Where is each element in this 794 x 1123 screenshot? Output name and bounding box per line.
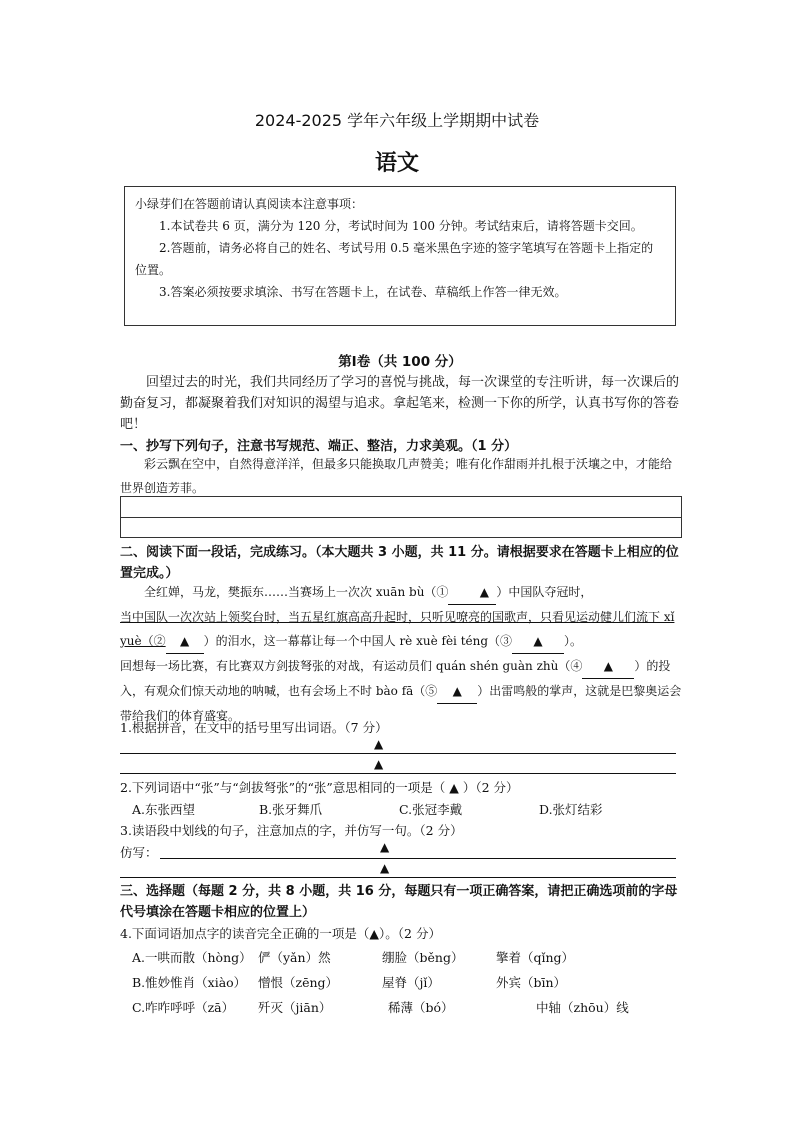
option-row-b[interactable] [132,973,596,991]
option-d[interactable]: D.张灯结彩 [539,802,603,817]
part1-title: 第Ⅰ卷（共 100 分） [338,354,462,370]
q3-title: 三、选择题（每题 2 分，共 8 小题，共 16 分，每题只有一项正确答案，请把正确选项前的字母代号填涂在答题卡相应的位置上） [120,884,678,920]
blank-3[interactable]: ▲ [512,629,564,654]
option-a-item: 俨（yǎn）然 [258,950,331,965]
blank-1[interactable]: ▲ [448,580,496,605]
blank-5[interactable]: ▲ [437,679,477,704]
option-c-item: C.咋咋呼呼（zā） [132,1000,235,1015]
answer-line-2[interactable] [120,772,676,774]
underlined-sentence: 当中国队一次次站上领奖台时，当五星红旗高高升起时，只听见嘹亮的国歌声，只看见运动健儿们流下 xǐ yuè（② [120,610,675,648]
option-c-item: 稀薄（bó） [388,1000,454,1015]
q2-passage [120,580,682,728]
option-a-item: 绷脸（běng） [382,950,464,965]
passage-segment: ）出雷鸣般的掌声，这就是巴黎奥运会带给我们的体育盛宴。 [120,684,682,723]
option-c[interactable]: C.张冠李戴 [399,802,463,817]
notice-item-3: 3.答案必须按要求填涂、书写在答题卡上，在试卷、草稿纸上作答一律无效。 [159,285,567,299]
notice-box [124,186,676,326]
option-b-item: 憎恨（zēng） [258,975,339,990]
option-b-item: 屋脊（jǐ） [382,975,440,990]
answer-marker: ▲ [374,757,384,771]
notice-heading: 小绿芽们在答题前请认真阅读本注意事项： [135,197,364,211]
part1-intro: 回望过去的时光，我们共同经历了学习的喜悦与挑战，每一次课堂的专注听讲，每一次课后的勤奋复习，都凝聚着我们对知识的渴望与追求。拿起笔来，检测一下你的所学，认真书写你的答卷吧！ [120,375,680,432]
passage-segment: ）的投入，有观众们惊天动地的呐喊，也有会场上不时 bào fā（⑤ [120,659,671,698]
writing-box-midline [121,517,681,518]
passage-segment: 回想每一场比赛，有比赛双方剑拔弩张的对战，有运动员们 quán shén guàn zhù（④ [120,659,583,673]
passage-segment: 全红婵，马龙，樊振东……当赛场上一次次 xuān bù（① [144,585,449,599]
q1-text: 彩云飘在空中，自然得意洋洋，但最多只能换取几声赞美；唯有化作甜雨并扎根于沃壤之中，才能给世界创造芳菲。 [120,457,673,495]
imitate-line-1[interactable] [160,857,676,859]
passage-line-2 [120,605,682,654]
q2-sub3: 3.读语段中划线的句子，注意加点的字，并仿写一句。（2 分） [120,823,463,838]
option-a-item: A.一哄而散（hòng） [132,950,252,965]
notice-item-1: 1.本试卷共 6 页，满分为 120 分，考试时间为 100 分钟。考试结束后，请将答题卡交回。 [159,219,643,233]
subject-title: 语文 [374,151,419,176]
option-row-a[interactable] [132,948,596,966]
option-b-item: B.惟妙惟肖（xiào） [132,975,247,990]
notice-item-2: 2.答题前，请务必将自己的姓名、考试号用 0.5 毫米黑色字迹的签字笔填写在答题卡上指定的位置。 [135,241,654,277]
blank-4[interactable]: ▲ [582,654,634,679]
passage-line-3 [120,654,682,728]
passage-segment: ）中国队夺冠时， [496,585,593,599]
option-c-item: 歼灭（jiān） [258,1000,332,1015]
option-b-item: 外宾（bīn） [496,975,567,990]
option-row-c[interactable] [132,998,646,1016]
q1-title: 一、抄写下列句子，注意书写规范、端正、整洁，力求美观。（1 分） [120,439,518,454]
q3-sub4: 4.下面词语加点字的读音完全正确的一项是（▲）。（2 分） [120,926,441,941]
exam-title: 2024-2025 学年六年级上学期期中试卷 [254,111,540,130]
answer-marker: ▲ [380,840,390,854]
q2-sub2: 2.下列词语中“张”与“剑拔弩张”的“张”意思相同的一项是（ ▲ ）（2 分） [120,780,519,795]
copy-writing-box[interactable] [120,496,682,538]
option-b[interactable]: B.张牙舞爪 [259,802,323,817]
blank-2[interactable]: ▲ [166,629,204,654]
imitate-label: 仿写： [120,845,158,860]
option-c-item: 中轴（zhōu）线 [536,1000,629,1015]
imitate-line-2[interactable] [120,876,676,878]
option-a[interactable]: A.东张西望 [132,802,196,817]
q2-title: 二、阅读下面一段话，完成练习。（本大题共 3 小题，共 11 分。请根据要求在答题卡上相应的位置完成。） [120,545,679,581]
q2-sub1: 1.根据拼音，在文中的括号里写出词语。（7 分） [120,720,388,735]
answer-marker: ▲ [374,737,384,751]
passage-segment: ）。 [564,634,583,648]
answer-marker: ▲ [380,861,390,875]
answer-line-1[interactable] [120,752,676,754]
passage-line-1 [120,580,682,605]
passage-segment: ）的泪水，这一幕幕让每一个中国人 rè xuè fèi téng（③ [203,634,513,648]
option-a-item: 擎着（qǐng） [496,950,575,965]
q2-sub2-options [132,800,639,818]
